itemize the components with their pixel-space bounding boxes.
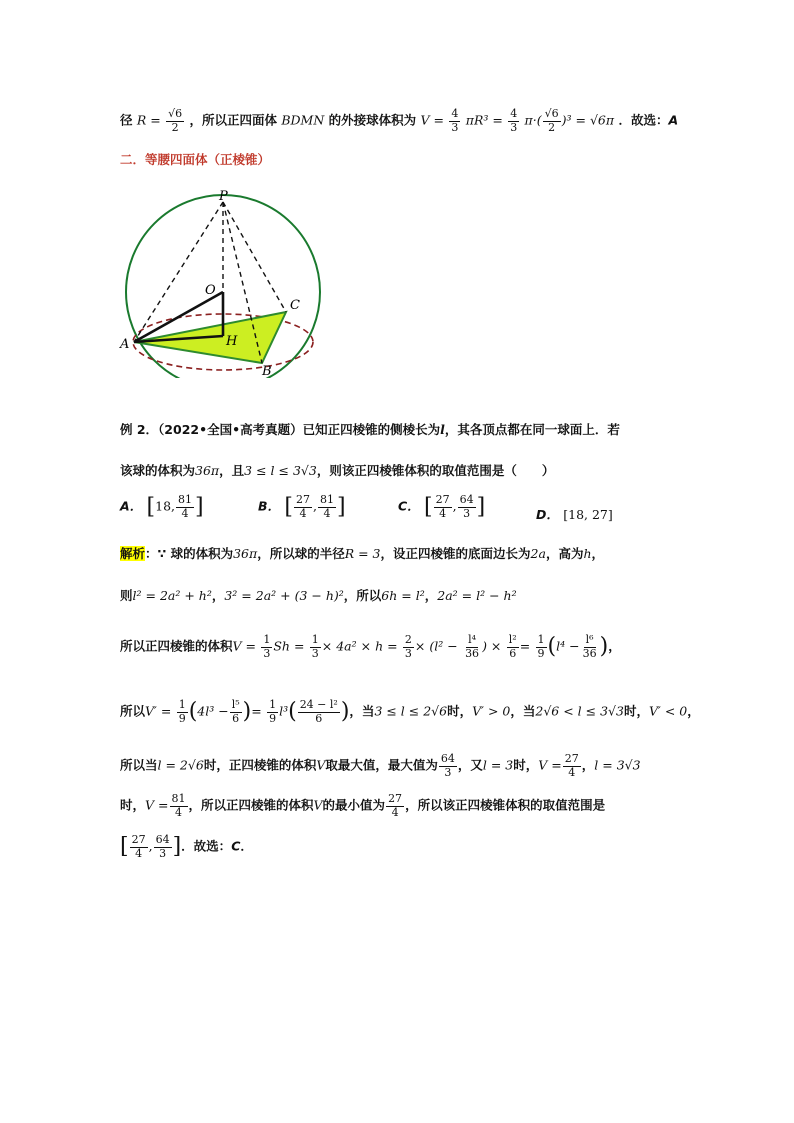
text: ，所以该正四棱锥体积的取值范围是 — [405, 797, 606, 813]
bracket: ] — [336, 494, 346, 520]
bracket: ] — [195, 494, 204, 520]
text: ， — [608, 638, 621, 654]
numerator: 1 — [263, 633, 271, 646]
denominator: 4 — [439, 506, 447, 520]
denominator: 3 — [510, 120, 518, 134]
math: l² = 2a² + h² — [132, 588, 212, 603]
text: 所以 — [120, 703, 146, 719]
option-C[interactable] — [398, 494, 485, 520]
denominator: 4 — [323, 506, 331, 520]
fraction — [536, 634, 547, 660]
numerator: 27 — [564, 752, 579, 765]
text: ．故选： — [181, 838, 232, 854]
numerator: 27 — [388, 792, 403, 805]
math: 2√6 < l ≤ 3√3 — [535, 703, 624, 719]
math: R = — [136, 112, 161, 128]
text: ，高为 — [545, 546, 584, 561]
fraction — [298, 699, 340, 725]
solution-line-3 — [120, 634, 621, 660]
option-label: D． — [536, 507, 559, 522]
math: V = — [145, 797, 169, 813]
math: π·( — [524, 112, 542, 128]
label-A: A — [120, 337, 130, 352]
edge-PC — [223, 202, 286, 312]
text: ，其各顶点都在同一球面上．若 — [444, 422, 620, 437]
math: πR³ = — [465, 112, 503, 128]
text: ， — [687, 703, 700, 719]
numerator: 64 — [155, 833, 170, 846]
numerator: l⁶ — [585, 633, 594, 646]
math: V = — [420, 112, 445, 128]
fraction — [563, 753, 581, 779]
solution-line-5 — [120, 753, 641, 779]
denominator: 9 — [269, 711, 277, 725]
solution-label: 解析 — [120, 546, 146, 561]
text: ，则该正四棱锥体积的取值范围是（ ） — [316, 463, 555, 478]
fraction — [439, 753, 457, 779]
text: 取最大值，最大值为 — [325, 757, 438, 773]
text: ，所以 — [343, 588, 382, 603]
numerator: 1 — [178, 698, 186, 711]
denominator: 3 — [311, 646, 319, 660]
text: 所以当 — [120, 757, 158, 773]
comma: , — [148, 838, 153, 854]
text: 时， — [513, 757, 539, 773]
label-C: C — [290, 298, 300, 313]
denominator: 3 — [444, 765, 452, 779]
math: l — [440, 422, 445, 437]
text: ，且 — [219, 463, 245, 478]
numerator: 27 — [295, 493, 310, 506]
option-label: A． — [120, 498, 143, 514]
denominator: 4 — [299, 506, 307, 520]
numerator: l⁴ — [468, 633, 477, 646]
paren: ) — [599, 634, 609, 660]
answer: A — [668, 112, 679, 128]
math: = — [519, 638, 531, 654]
numerator: 81 — [171, 792, 186, 805]
numerator: 81 — [319, 493, 334, 506]
comma: , — [452, 498, 457, 514]
text: 的外接球体积为 — [328, 112, 417, 128]
denominator: 9 — [178, 711, 186, 725]
text: 径 — [120, 112, 133, 128]
fraction — [386, 793, 404, 819]
paren: ) — [242, 699, 252, 725]
bracket: ] — [172, 834, 182, 860]
fraction — [449, 108, 460, 134]
math: l⁴ − — [556, 638, 580, 654]
math: Sh = — [273, 638, 305, 654]
text: 则 — [120, 588, 133, 603]
math: V — [316, 757, 326, 773]
text: ，所以球的半径 — [257, 546, 345, 561]
math: V′ = — [145, 703, 172, 719]
text: 时，正四棱锥的体积 — [203, 757, 317, 773]
math: V = — [538, 757, 562, 773]
math: ) × — [482, 638, 502, 654]
math: × 4a² × h = — [321, 638, 398, 654]
math: BDMN — [281, 112, 325, 128]
paren: ( — [547, 634, 557, 660]
option-B[interactable] — [258, 494, 346, 520]
math: 36π — [195, 463, 220, 478]
text: ．故选： — [618, 112, 669, 128]
denominator: 4 — [391, 805, 399, 819]
denominator: 3 — [263, 646, 271, 660]
denominator: 3 — [451, 120, 459, 134]
numerator: 24 − l² — [299, 698, 338, 711]
denominator: 2 — [548, 120, 556, 134]
fraction — [154, 834, 172, 860]
numerator: 1 — [537, 633, 545, 646]
math: V — [313, 797, 323, 813]
text: ，所以正四面体 — [189, 112, 277, 128]
denominator: 6 — [509, 646, 517, 660]
numerator: 1 — [269, 698, 277, 711]
solution-line-2 — [120, 590, 517, 603]
math: 2a² = l² − h² — [437, 588, 517, 603]
fraction — [434, 494, 452, 520]
math: l = 3 — [482, 757, 514, 773]
option-label: B． — [258, 498, 281, 514]
math: l³ — [279, 703, 289, 719]
paren: ) — [340, 699, 350, 725]
fraction — [581, 634, 599, 660]
text: ， — [211, 588, 225, 603]
solution-line-7 — [120, 834, 253, 860]
fraction — [294, 494, 312, 520]
text: ，所以正四棱锥的体积 — [188, 797, 314, 813]
denominator: 4 — [135, 846, 143, 860]
numerator: 4 — [451, 107, 459, 120]
denominator: 3 — [404, 646, 412, 660]
text: ， — [581, 757, 595, 773]
option-D[interactable] — [536, 505, 613, 523]
math: V = — [232, 638, 256, 654]
bracket: [ — [146, 494, 156, 520]
fraction — [230, 699, 242, 725]
edge-PA — [134, 202, 223, 342]
denominator: 6 — [315, 711, 323, 725]
solution-line-4 — [120, 699, 700, 725]
text: 该球的体积为 — [120, 463, 196, 478]
label-O: O — [205, 283, 216, 298]
numerator: 64 — [459, 493, 474, 506]
numerator: l⁵ — [231, 698, 240, 711]
paren: ( — [288, 699, 297, 725]
text: 的最小值为 — [322, 797, 386, 813]
math: 3² = 2a² + (3 − h)² — [224, 588, 344, 603]
denominator: 3 — [159, 846, 167, 860]
solution-line-6 — [120, 793, 605, 819]
math: 3 ≤ l ≤ 3√3 — [244, 463, 317, 478]
math: R = 3 — [344, 546, 381, 561]
option-A[interactable] — [120, 494, 204, 520]
math: V′ < 0 — [649, 703, 688, 719]
numerator: 4 — [510, 107, 518, 120]
math: V′ > 0 — [472, 703, 511, 719]
text: 时， — [447, 703, 473, 719]
bracket: ] — [476, 494, 486, 520]
denominator: 3 — [463, 506, 471, 520]
math: l = 3√3 — [594, 757, 641, 773]
math: × (l² − — [414, 638, 458, 654]
fraction — [507, 634, 519, 660]
line-sphere-volume — [120, 108, 678, 134]
numerator: √6 — [168, 107, 183, 120]
text: 所以正四棱锥的体积 — [120, 638, 233, 654]
text: 时， — [120, 797, 146, 813]
fraction — [318, 494, 336, 520]
fraction — [403, 634, 414, 660]
text: ，设正四棱锥的底面边长为 — [380, 546, 531, 561]
solution-line-1 — [120, 548, 604, 561]
text: ． — [240, 838, 253, 854]
fraction — [177, 699, 188, 725]
math: 6h = l² — [381, 588, 425, 603]
numerator: 27 — [435, 493, 450, 506]
denominator: 4 — [181, 506, 189, 520]
section-heading: 二．等腰四面体（正棱锥） — [120, 152, 271, 167]
math: )³ = √6π — [561, 112, 615, 128]
numerator: √6 — [544, 107, 559, 120]
fraction — [310, 634, 321, 660]
text: ，当 — [510, 703, 536, 719]
label-H: H — [226, 334, 238, 349]
math: l = 2√6 — [157, 757, 204, 773]
example-line-1 — [120, 424, 620, 437]
math: 4l³ − — [197, 703, 229, 719]
answer: C — [231, 838, 241, 854]
numerator: 27 — [131, 833, 146, 846]
numerator: 2 — [404, 633, 412, 646]
math: 36π — [233, 546, 258, 561]
denominator: 36 — [582, 646, 597, 660]
paren: ( — [188, 699, 198, 725]
comma: , — [312, 498, 317, 514]
text: ：∵ 球的体积为 — [145, 546, 234, 561]
text: ，又 — [457, 757, 483, 773]
denominator: 6 — [232, 711, 240, 725]
text: ，当 — [349, 703, 375, 719]
denominator: 9 — [537, 646, 545, 660]
math: = — [251, 703, 262, 719]
numerator: 64 — [440, 752, 455, 765]
text: 例 2．（2022•全国•高考真题）已知正四棱锥的侧棱长为 — [120, 422, 441, 437]
fraction — [508, 108, 519, 134]
numerator: l² — [508, 633, 517, 646]
fraction — [130, 834, 148, 860]
math: [18, 27] — [563, 507, 613, 522]
denominator: 4 — [568, 765, 576, 779]
fraction — [543, 108, 561, 134]
denominator: 36 — [465, 646, 480, 660]
example-line-2 — [120, 465, 554, 478]
fraction — [261, 634, 272, 660]
math: 3 ≤ l ≤ 2√6 — [374, 703, 448, 719]
text: ， — [591, 546, 605, 561]
math: h — [583, 546, 592, 561]
denominator: 4 — [175, 805, 182, 819]
bracket: [ — [284, 494, 293, 520]
text: 时， — [623, 703, 649, 719]
fraction — [166, 108, 184, 134]
fraction — [170, 793, 188, 819]
sphere-pyramid-diagram — [116, 188, 326, 378]
fraction — [458, 494, 476, 520]
bracket: [ — [424, 494, 433, 520]
numerator: 81 — [178, 493, 193, 506]
numerator: 1 — [311, 633, 319, 646]
denominator: 2 — [171, 120, 179, 134]
fraction — [463, 634, 481, 660]
math: 18, — [155, 498, 176, 514]
text: ， — [424, 588, 438, 603]
label-B: B — [262, 364, 272, 378]
fraction — [176, 494, 194, 520]
option-label: C． — [398, 498, 420, 514]
math: 2a — [530, 546, 546, 561]
bracket: [ — [120, 834, 129, 860]
fraction — [267, 699, 278, 725]
label-P: P — [219, 189, 228, 204]
